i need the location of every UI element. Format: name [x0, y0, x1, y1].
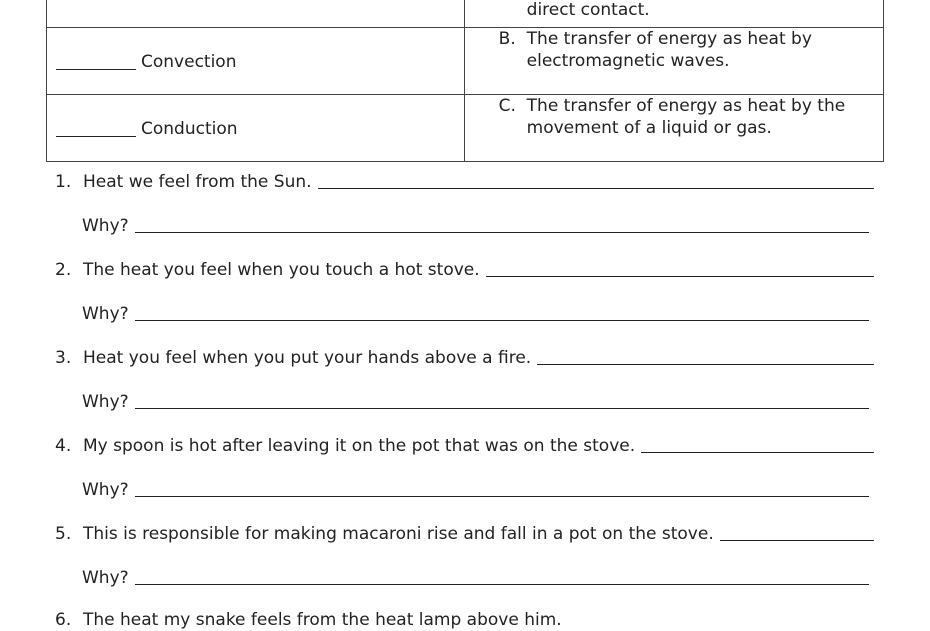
term-cell	[47, 95, 465, 162]
term-cell	[47, 0, 465, 28]
definition-text: The transfer of energy as heat by electromagnetic waves.	[526, 29, 812, 71]
why-row-4	[82, 479, 869, 501]
why-label: Why?	[82, 480, 129, 500]
question-number: 6.	[55, 610, 72, 630]
definition-cell	[464, 28, 883, 95]
term-label: Convection	[141, 52, 237, 72]
option-letter: C.	[498, 96, 516, 116]
why-answer-line[interactable]	[135, 496, 869, 497]
question-number: 2.	[55, 260, 72, 280]
definition-text: The transfer of energy as heat by the movement of a liquid or gas.	[526, 96, 846, 138]
question-number: 5.	[55, 524, 72, 544]
question-5	[55, 523, 874, 545]
question-text: The heat you feel when you touch a hot stove.	[83, 260, 480, 280]
table-row	[47, 0, 884, 28]
question-2	[55, 259, 874, 281]
answer-line[interactable]	[318, 188, 874, 189]
question-1	[55, 171, 874, 193]
why-row-5	[82, 567, 869, 589]
term-label: Conduction	[141, 119, 238, 139]
question-text: Heat you feel when you put your hands above a fire.	[83, 348, 532, 368]
why-answer-line[interactable]	[135, 584, 869, 585]
why-answer-line[interactable]	[135, 232, 869, 233]
table-row	[47, 95, 884, 162]
why-label: Why?	[82, 304, 129, 324]
question-3	[55, 347, 874, 369]
answer-blank[interactable]	[56, 69, 136, 70]
matching-table	[46, 0, 884, 162]
table-row	[47, 28, 884, 95]
answer-line[interactable]	[537, 364, 874, 365]
answer-line[interactable]	[720, 540, 874, 541]
question-number: 4.	[55, 436, 72, 456]
definition-cell	[464, 0, 883, 28]
question-6	[55, 609, 874, 631]
question-text: Heat we feel from the Sun.	[83, 172, 312, 192]
question-4	[55, 435, 874, 457]
why-answer-line[interactable]	[135, 320, 869, 321]
why-label: Why?	[82, 568, 129, 588]
why-label: Why?	[82, 392, 129, 412]
why-answer-line[interactable]	[135, 408, 869, 409]
why-row-2	[82, 303, 869, 325]
why-label: Why?	[82, 216, 129, 236]
definition-text: direct contact.	[526, 0, 650, 20]
definition-cell	[464, 95, 883, 162]
why-row-1	[82, 215, 869, 237]
question-number: 1.	[55, 172, 72, 192]
option-letter: B.	[498, 29, 516, 49]
answer-line[interactable]	[641, 452, 874, 453]
question-number: 3.	[55, 348, 72, 368]
answer-blank[interactable]	[56, 136, 136, 137]
question-text: My spoon is hot after leaving it on the pot that was on the stove.	[83, 436, 636, 456]
question-text: The heat my snake feels from the heat lamp above him.	[83, 610, 562, 630]
question-text: This is responsible for making macaroni rise and fall in a pot on the stove.	[83, 524, 714, 544]
term-cell	[47, 28, 465, 95]
answer-line[interactable]	[486, 276, 874, 277]
why-row-3	[82, 391, 869, 413]
